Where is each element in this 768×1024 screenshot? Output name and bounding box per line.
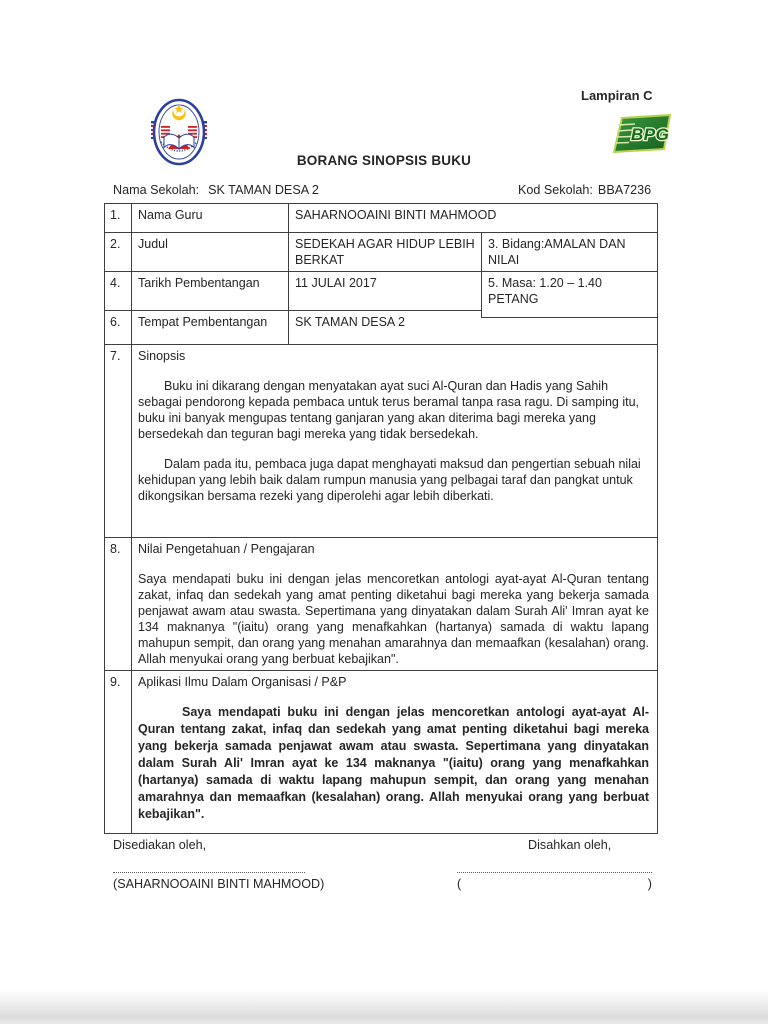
table-row xyxy=(105,272,658,311)
section-title: Nilai Pengetahuan / Pengajaran xyxy=(138,541,315,556)
field-bidang: 3. Bidang:AMALAN DAN NILAI xyxy=(482,233,658,272)
prepared-by-name: (SAHARNOOAINI BINTI MAHMOOD) xyxy=(113,877,325,891)
table-row xyxy=(105,670,658,833)
signature-dotted-line xyxy=(113,872,305,874)
paren-open: ( xyxy=(457,877,462,891)
row-number: 9. xyxy=(105,670,132,833)
table-row xyxy=(105,204,658,233)
section-paragraph: Buku ini dikarang dengan menyatakan ayat suci Al-Quran dan Hadis yang Sahih sebagai pendorong kepada pembaca untuk terus beramal tanpa rasa ragu. Di samping itu, buku ini banyak mengupas tentang ganjaran yang akan diterima bagi mereka yang bersedekah dan teguran bagi mereka yang tidak bersedekah. xyxy=(138,378,640,441)
section-paragraph: Saya mendapati buku ini dengan jelas mencoretkan antologi ayat-ayat Al-Quran tentang zakat, infaq dan sedekah yang amat penting diketahui bagi mereka yang bekerja samada penjawat awam atau swasta. Sepertimana yang dinyatakan dalam Surah Ali' Imran ayat ke 134 maknanya "(iaitu) orang yang menafkahkan (hartanya) samada di waktu lapang mahupun sempit, dan orang yang menahan amarahnya dan memaafkan (kesalahan) orang. Allah menyukai orang yang berbuat kebajikan". xyxy=(138,704,649,821)
approved-by-label: Disahkan oleh, xyxy=(528,838,612,852)
table-row xyxy=(105,233,658,272)
table-row xyxy=(105,310,658,344)
section-paragraph: Saya mendapati buku ini dengan jelas mencoretkan antologi ayat-ayat Al-Quran tentang zakat, infaq dan sedekah yang amat penting diketahui bagi mereka yang bekerja samada penjawat awam atau swasta. Sepertimana yang dinyatakan dalam Surah Ali' Imran ayat ke 134 maknanya "(iaitu) orang yang menafkahkan (hartanya) samada di waktu lapang mahupun sempit, dan orang yang menahan amarahnya dan memaafkan (kesalahan) orang. Allah menyukai orang yang berbuat kebajikan". xyxy=(138,571,649,666)
synopsis-form-table xyxy=(104,203,658,834)
signature-dotted-line xyxy=(457,872,652,874)
school-code-label: Kod Sekolah: xyxy=(518,183,593,197)
school-name-value: SK TAMAN DESA 2 xyxy=(208,183,319,197)
school-code xyxy=(518,183,651,197)
row-number: 1. xyxy=(105,204,132,233)
bpg-logo-text: BPG xyxy=(631,125,670,144)
row-number: 7. xyxy=(105,344,132,537)
paren-close: ) xyxy=(647,877,652,891)
page-title: BORANG SINOPSIS BUKU xyxy=(296,153,472,168)
field-value-tarikh: 11 JULAI 2017 xyxy=(289,272,482,311)
field-value-judul: SEDEKAH AGAR HIDUP LEBIH BERKAT xyxy=(289,233,482,272)
approved-by-name-placeholder xyxy=(457,877,652,891)
section-title: Sinopsis xyxy=(138,348,186,363)
row-number: 2. xyxy=(105,233,132,272)
row-number: 8. xyxy=(105,537,132,670)
field-value-tempat: SK TAMAN DESA 2 xyxy=(289,310,658,344)
section-nilai-pengetahuan xyxy=(132,537,658,670)
row-number: 4. xyxy=(105,272,132,311)
school-name-label: Nama Sekolah: xyxy=(113,183,200,197)
prepared-by-label: Disediakan oleh, xyxy=(113,838,207,852)
school-code-value: BBA7236 xyxy=(597,183,652,197)
table-row xyxy=(105,344,658,537)
field-label-tempat: Tempat Pembentangan xyxy=(132,310,289,344)
table-row xyxy=(105,537,658,670)
section-aplikasi-ilmu xyxy=(132,670,658,833)
field-masa: 5. Masa: 1.20 – 1.40 PETANG xyxy=(482,272,658,311)
section-paragraph: Dalam pada itu, pembaca juga dapat menghayati maksud dan pengertian sebuah nilai kehidupan yang lebih baik dalam rumpun manusia yang pelbagai taraf dan pangkat untuk dikongsikan bersama rezeki yang diperolehi agar lebih diberkati. xyxy=(138,456,641,503)
field-value-nama-guru: SAHARNOOAINI BINTI MAHMOOD xyxy=(289,204,658,233)
field-label-nama-guru: Nama Guru xyxy=(132,204,289,233)
page-bottom-shadow xyxy=(0,990,768,1024)
section-sinopsis xyxy=(132,344,658,537)
school-info-line xyxy=(113,183,658,197)
lampiran-label: Lampiran C xyxy=(581,88,653,103)
section-title: Aplikasi Ilmu Dalam Organisasi / P&P xyxy=(138,674,347,689)
row-number: 6. xyxy=(105,310,132,344)
field-label-tarikh: Tarikh Pembentangan xyxy=(132,272,289,311)
bpg-logo xyxy=(611,113,673,154)
field-label-judul: Judul xyxy=(132,233,289,272)
